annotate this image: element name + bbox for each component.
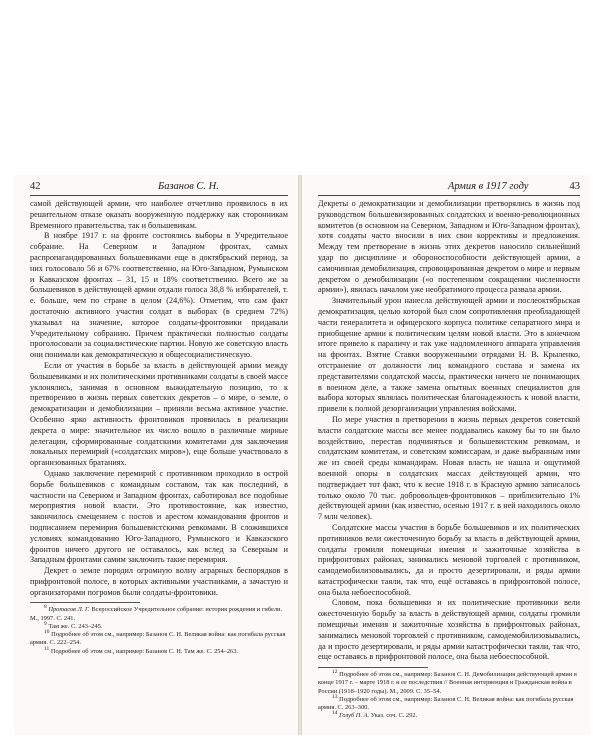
right-header xyxy=(318,181,580,196)
right-page-number: 43 xyxy=(569,181,580,192)
footnote: $^9$ Там же. С. 243–245. xyxy=(44,620,103,630)
right-body xyxy=(318,199,580,720)
right-page xyxy=(302,175,590,735)
paragraph: Декрет о земле породил огромную волну аграрных беспорядков в прифронтовой полосе, в которых активными участниками, а зачастую и организаторами погромов были солдаты-фронтовики. xyxy=(30,566,288,597)
footnote: $^{14}$ Голуб П. А. Указ. соч. С. 292. xyxy=(332,710,418,720)
footnote: $^{11}$ Подробнее об этом см., например: Базанов С. Н. Там же. С. 254–263. xyxy=(44,645,239,655)
left-body xyxy=(30,199,288,656)
paragraph: Декреты о демократизации и демобилизации претворялись в жизнь под руководством большевизированных солдатских и военно-революционных комитетов (в основном на Северном, Западном и Юго-Западном фронтах), хотя солдаты часто вносили в них свои коррективы и предложения. Между тем претворение в жизнь этих декретов наносило сильнейший удар по дисциплине и обороноспособности действующей армии, а самочинная демобилизация, спровоцированная декретом о мире и первым декретом о демобилизации («о постепенном сокращении численности армии»), явилась началом уже необратимого процесса развала армии. xyxy=(318,199,580,295)
footnote: $^8$ Протасов Л. Г. Всероссийское Учредительное собрание: история рождения и гибели. М., 1997. С. 241. xyxy=(30,604,283,622)
footnote-separator xyxy=(30,602,140,603)
paragraph: Словом, пока большевики и их политические противники вели ожесточенную борьбу за власть в действующей армии, солдаты громили помещичьи имения и зажиточные хозяйства в прифронтовых районах, занимались меновой торговлей с противником, самодемобилизовывались, да и просто дезертировали, и ряды армии катастрофически таяли, так что, еще оставаясь в прифронтовой полосе, она была небоеспособной. xyxy=(318,598,580,662)
left-header xyxy=(30,181,288,196)
paragraph: Солдатские массы участия в борьбе большевиков и их политических противников вели ожесточенную борьбу за власть в действующей армии, солдаты громили помещичьи имения и зажиточные хозяйства в прифронтовых районах, занимались меновой торговлей с противником, самодемобилизовывались, да и просто дезертировали, и ряды армии катастрофически таяли, так что, ещё оставаясь в прифронтовой полосе, она была небоеспособной. xyxy=(318,522,580,597)
left-running-head: Базанов С. Н. xyxy=(158,181,219,192)
right-running-head: Армия в 1917 году xyxy=(448,181,529,192)
paragraph: самой действующей армии, что наиболее отчетливо проявилось в их решительном отказе оказать вооруженную поддержку как сторонникам Временного правительства, так и большевикам. xyxy=(30,199,288,230)
footnote: $^{10}$ Подробнее об этом см., например: Базанов С. Н. Великая война: как погибала русская армия. С. 222–254. xyxy=(30,628,286,647)
paragraph: Если от участия в борьбе за власть в действующей армии между большевиками и их политическими противниками солдаты в своей массе уклонялись, занимая в основном выжидательную позицию, то к претворению в жизнь первых советских декретов – о мире, о земле, о демократизации и демобилизации – приняли весьма активное участие. Особенно ярко активность фронтовиков проявилась в реализации декрета о мире: значительное их число вошло в различные мирные делегации, сформированные солдатскими комитетами для заключения локальных перемирий («солдатских миров»), еще больше участвовало в организованных братаниях. xyxy=(30,360,288,468)
left-page-number: 42 xyxy=(30,181,41,192)
footnote-separator xyxy=(318,667,428,668)
paragraph: Однако заключение перемирий с противником проходило в острой борьбе большевиков с командным составом, так как последний, в частности на Северном и Западном фронтах, саботировал все подобные мероприятия новой власти. Это противостояние, как известно, закончилось смещением с постов и арестом командования фронтов и подписанием перемирия большевистскими ревкомами. В сложившихся условиях командованию Юго-Западного, Румынского и Кавказского фронтов ничего другого не оставалось, как вслед за Северным и Западным фронтами самим заключить такие перемирия. xyxy=(30,468,288,565)
paragraph: В ноябре 1917 г. на фронте состоялись выборы в Учредительное собрание. На Северном и Западном фронтах, самых распропагандированных большевиками еще в доктябрьский период, за них голосовало 56 и 67% соответственно, на Юго-Западном, Румынском и Кавказском фронтах – 31, 15 и 18% соответственно. Всего же за большевиков в действующей армии отдали голоса 38,8 % избирателей, т. е. больше, чем по стране в целом (24,6%). Отметим, что сам факт достаточно активного участия солдат в выборах (в среднем 72%) указывал на значение, которое солдаты-фронтовики придавали Учредительному собранию. Причем практически полностью солдаты проголосовали за социалистические партии. Новую же советскую власть они понимали как демократическую и общесоциалистическую. xyxy=(30,231,288,360)
paragraph: Значительный урон нанесла действующей армии и послеоктябрьская демократизация, целью которой был слом сопротивления преобладающей части генералитета и офицерского корпуса политике сепаратного мира и приобщение армии к политическим целям новой власти. Это в конечном итоге привело к параличу и так уже надломленного аппарата управления на фронтах. Взятие Ставки вооруженными отрядами Н. В. Крыленко, отстранение от должности лиц командного состава и замена их представителями солдатской массы, практически ничего не понимающих в военном деле, а также замена опытных военных специалистов для выбора которых являлась политическая благонадежность к новой власти, привели к полной дезорганизации управления войсками. xyxy=(318,296,580,414)
footnote: $^{13}$ Подробнее об этом см., например: Базанов С. Н. Великая война: как погибала русская армия. С. 263–300. xyxy=(318,693,574,712)
paragraph: По мере участия в претворении в жизнь первых декретов советской власти солдатские массы все менее поддавались какому бы то ни было воздействию, перестав подчиняться и большевистским ревкомам, и солдатским комитетам, и советским комиссарам, и даже выбранным ими же из своей среды командирам. Новая власть не нашла и ощутимой военной опоры в солдатских массах действующей армии, что подтверждает тот факт, что к весне 1918 г. в Красную армию записалось только около 70 тыс. добровольцев-фронтовиков – приблизительно 1% действующей армии (как известно, осенью 1917 г. в ней находилось около 7 млн человек). xyxy=(318,414,580,522)
left-page xyxy=(14,175,298,735)
footnote: $^{12}$ Подробнее об этом см., например: Базанов С. Н. Демобилизация действующей армии в конце 1917 г. – марте 1918 г. и ее последствия // Военная интервенция и Гражданская война в России (1918–1920 годы). М., 2009. С. 35–54. xyxy=(318,669,577,695)
